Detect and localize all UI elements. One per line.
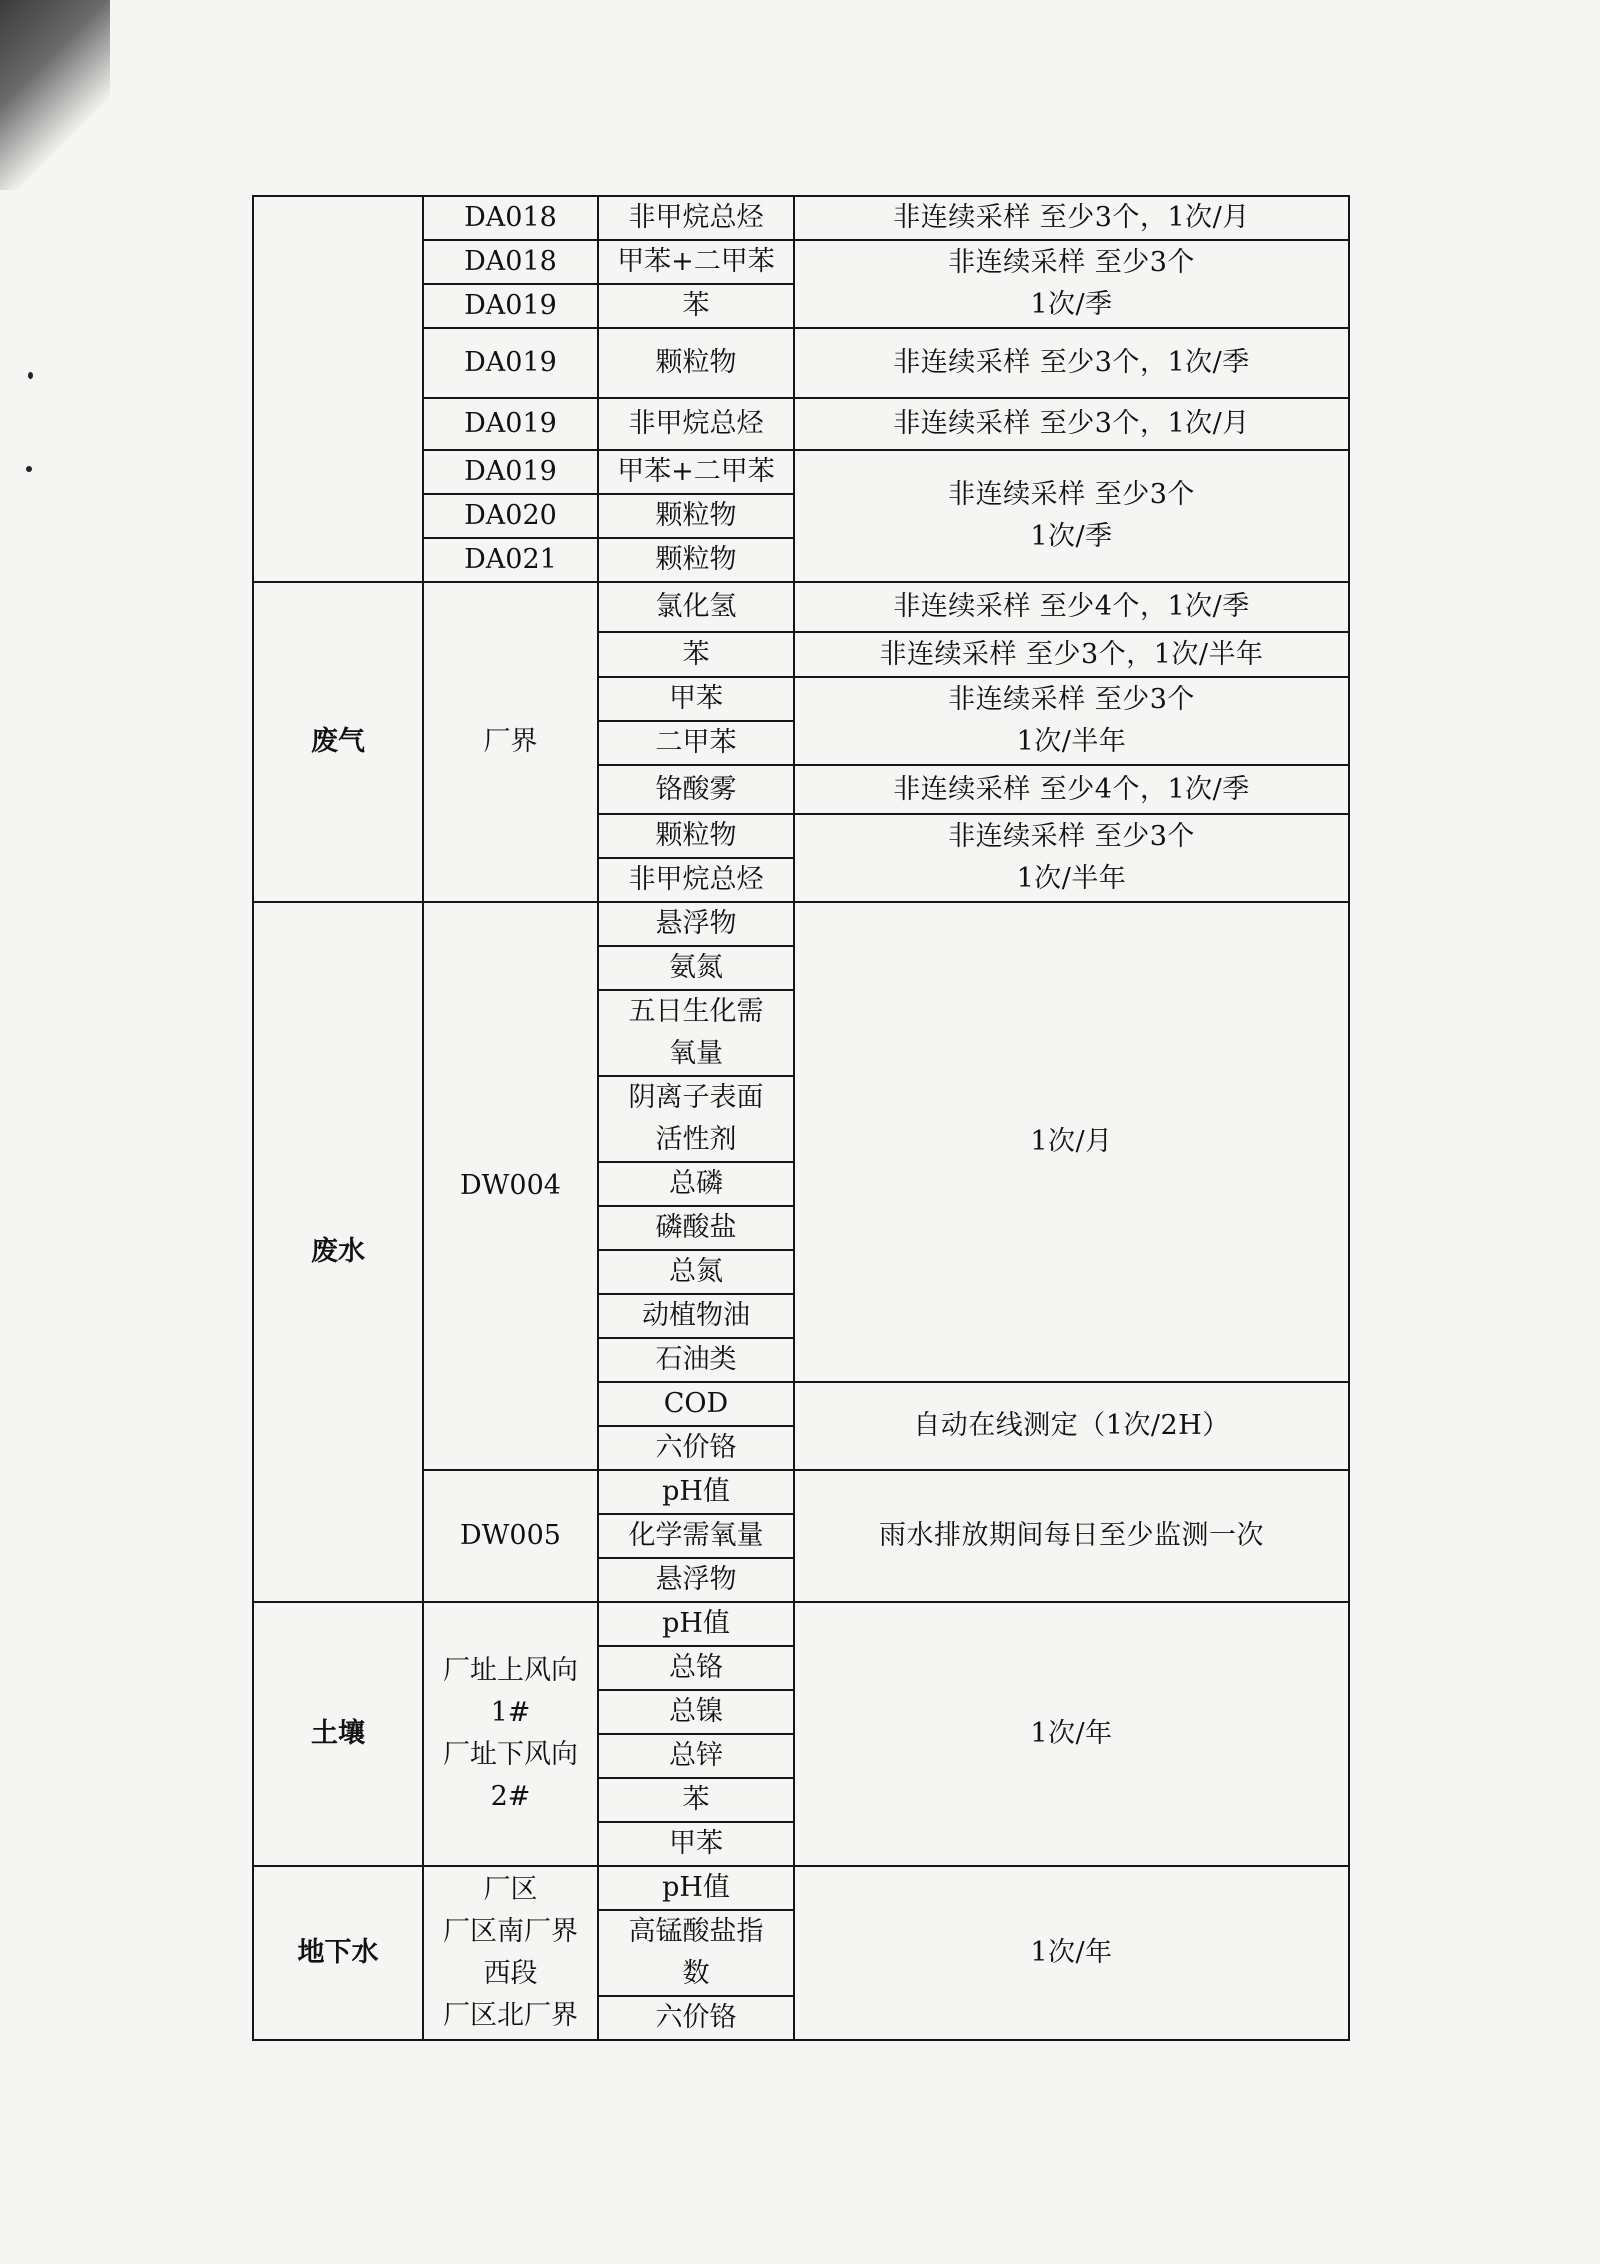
- point-cell: DA019: [423, 398, 598, 450]
- point-line: 厂址上风向: [443, 1655, 578, 1686]
- item-line: 活性剂: [655, 1124, 737, 1155]
- frequency-cell: 1次/年: [794, 1866, 1349, 2040]
- item-cell: 颗粒物: [598, 814, 794, 858]
- item-cell: 悬浮物: [598, 902, 794, 946]
- item-cell: 铬酸雾: [598, 765, 794, 814]
- point-line: 西段: [483, 1958, 538, 1989]
- table-row: [253, 582, 1349, 632]
- frequency-line: 1次/半年: [1016, 726, 1127, 757]
- item-cell: [598, 1910, 794, 1996]
- point-line: 厂区北厂界: [443, 2000, 578, 2031]
- table-row: [253, 902, 1349, 946]
- frequency-cell: [794, 240, 1349, 328]
- frequency-cell: 非连续采样 至少4个，1次/季: [794, 582, 1349, 632]
- item-cell: 甲苯+二甲苯: [598, 240, 794, 284]
- point-line: 1#: [490, 1697, 531, 1728]
- frequency-cell: 非连续采样 至少3个，1次/半年: [794, 632, 1349, 677]
- item-line: 阴离子表面: [628, 1082, 764, 1113]
- item-cell: 总镍: [598, 1690, 794, 1734]
- category-cell: 土壤: [253, 1602, 423, 1866]
- item-line: 高锰酸盐指: [628, 1916, 764, 1947]
- item-cell: 总氮: [598, 1250, 794, 1294]
- item-cell: 总磷: [598, 1162, 794, 1206]
- point-cell: DA019: [423, 284, 598, 328]
- frequency-cell: 自动在线测定（1次/2H）: [794, 1382, 1349, 1470]
- item-cell: 悬浮物: [598, 1558, 794, 1602]
- frequency-cell: 非连续采样 至少3个，1次/季: [794, 328, 1349, 398]
- item-line: 数: [682, 1958, 710, 1989]
- item-cell: 颗粒物: [598, 538, 794, 582]
- point-cell: DW004: [423, 902, 598, 1470]
- point-cell: 厂界: [423, 582, 598, 902]
- item-cell: pH值: [598, 1470, 794, 1514]
- item-cell: 氯化氢: [598, 582, 794, 632]
- item-cell: 非甲烷总烃: [598, 858, 794, 902]
- frequency-line: 非连续采样 至少3个: [948, 821, 1195, 852]
- item-cell: 石油类: [598, 1338, 794, 1382]
- point-cell: DW005: [423, 1470, 598, 1602]
- item-cell: 甲苯+二甲苯: [598, 450, 794, 494]
- frequency-cell: 1次/年: [794, 1602, 1349, 1866]
- item-cell: [598, 990, 794, 1076]
- point-line: 厂区: [483, 1874, 538, 1905]
- frequency-cell: 非连续采样 至少3个，1次/月: [794, 398, 1349, 450]
- point-cell: DA018: [423, 196, 598, 240]
- point-line: 厂址下风向: [443, 1739, 578, 1770]
- item-cell: 六价铬: [598, 1996, 794, 2040]
- item-cell: 苯: [598, 284, 794, 328]
- item-cell: 总铬: [598, 1646, 794, 1690]
- item-cell: 非甲烷总烃: [598, 398, 794, 450]
- frequency-cell: 非连续采样 至少4个，1次/季: [794, 765, 1349, 814]
- table-row: [253, 1866, 1349, 1910]
- item-cell: 氨氮: [598, 946, 794, 990]
- item-cell: 非甲烷总烃: [598, 196, 794, 240]
- monitoring-table: [252, 195, 1350, 2041]
- item-cell: 二甲苯: [598, 721, 794, 765]
- scan-shadow: [0, 0, 110, 190]
- item-cell: 颗粒物: [598, 328, 794, 398]
- category-cell: 地下水: [253, 1866, 423, 2040]
- frequency-cell: [794, 814, 1349, 902]
- item-line: 五日生化需: [628, 996, 764, 1027]
- point-cell: DA019: [423, 450, 598, 494]
- category-cell: 废气: [253, 582, 423, 902]
- frequency-line: 非连续采样 至少3个: [948, 247, 1195, 278]
- point-cell: [423, 1602, 598, 1866]
- scan-speck: [26, 466, 32, 472]
- item-cell: 颗粒物: [598, 494, 794, 538]
- frequency-cell: [794, 677, 1349, 765]
- scan-speck: [28, 372, 33, 379]
- table-row: [253, 196, 1349, 240]
- item-cell: 磷酸盐: [598, 1206, 794, 1250]
- item-cell: pH值: [598, 1602, 794, 1646]
- point-cell: DA019: [423, 328, 598, 398]
- frequency-cell: [794, 450, 1349, 582]
- item-line: 氧量: [669, 1038, 723, 1069]
- item-cell: 甲苯: [598, 1822, 794, 1866]
- point-cell: DA021: [423, 538, 598, 582]
- frequency-cell: 1次/月: [794, 902, 1349, 1382]
- category-cell: [253, 196, 423, 582]
- table-row: [253, 1602, 1349, 1646]
- item-cell: pH值: [598, 1866, 794, 1910]
- item-cell: 总锌: [598, 1734, 794, 1778]
- frequency-cell: 非连续采样 至少3个，1次/月: [794, 196, 1349, 240]
- item-cell: 化学需氧量: [598, 1514, 794, 1558]
- frequency-line: 非连续采样 至少3个: [948, 479, 1195, 510]
- item-cell: 动植物油: [598, 1294, 794, 1338]
- point-cell: DA020: [423, 494, 598, 538]
- item-cell: 苯: [598, 1778, 794, 1822]
- point-line: 2#: [490, 1781, 531, 1812]
- category-cell: 废水: [253, 902, 423, 1602]
- point-cell: DA018: [423, 240, 598, 284]
- frequency-cell: 雨水排放期间每日至少监测一次: [794, 1470, 1349, 1602]
- frequency-line: 1次/半年: [1016, 863, 1127, 894]
- frequency-line: 1次/季: [1030, 521, 1113, 552]
- item-cell: 苯: [598, 632, 794, 677]
- point-line: 厂区南厂界: [443, 1916, 578, 1947]
- item-cell: 甲苯: [598, 677, 794, 721]
- frequency-line: 非连续采样 至少3个: [948, 684, 1195, 715]
- item-cell: 六价铬: [598, 1426, 794, 1470]
- frequency-line: 1次/季: [1030, 289, 1113, 320]
- item-cell: COD: [598, 1382, 794, 1426]
- item-cell: [598, 1076, 794, 1162]
- point-cell: [423, 1866, 598, 2040]
